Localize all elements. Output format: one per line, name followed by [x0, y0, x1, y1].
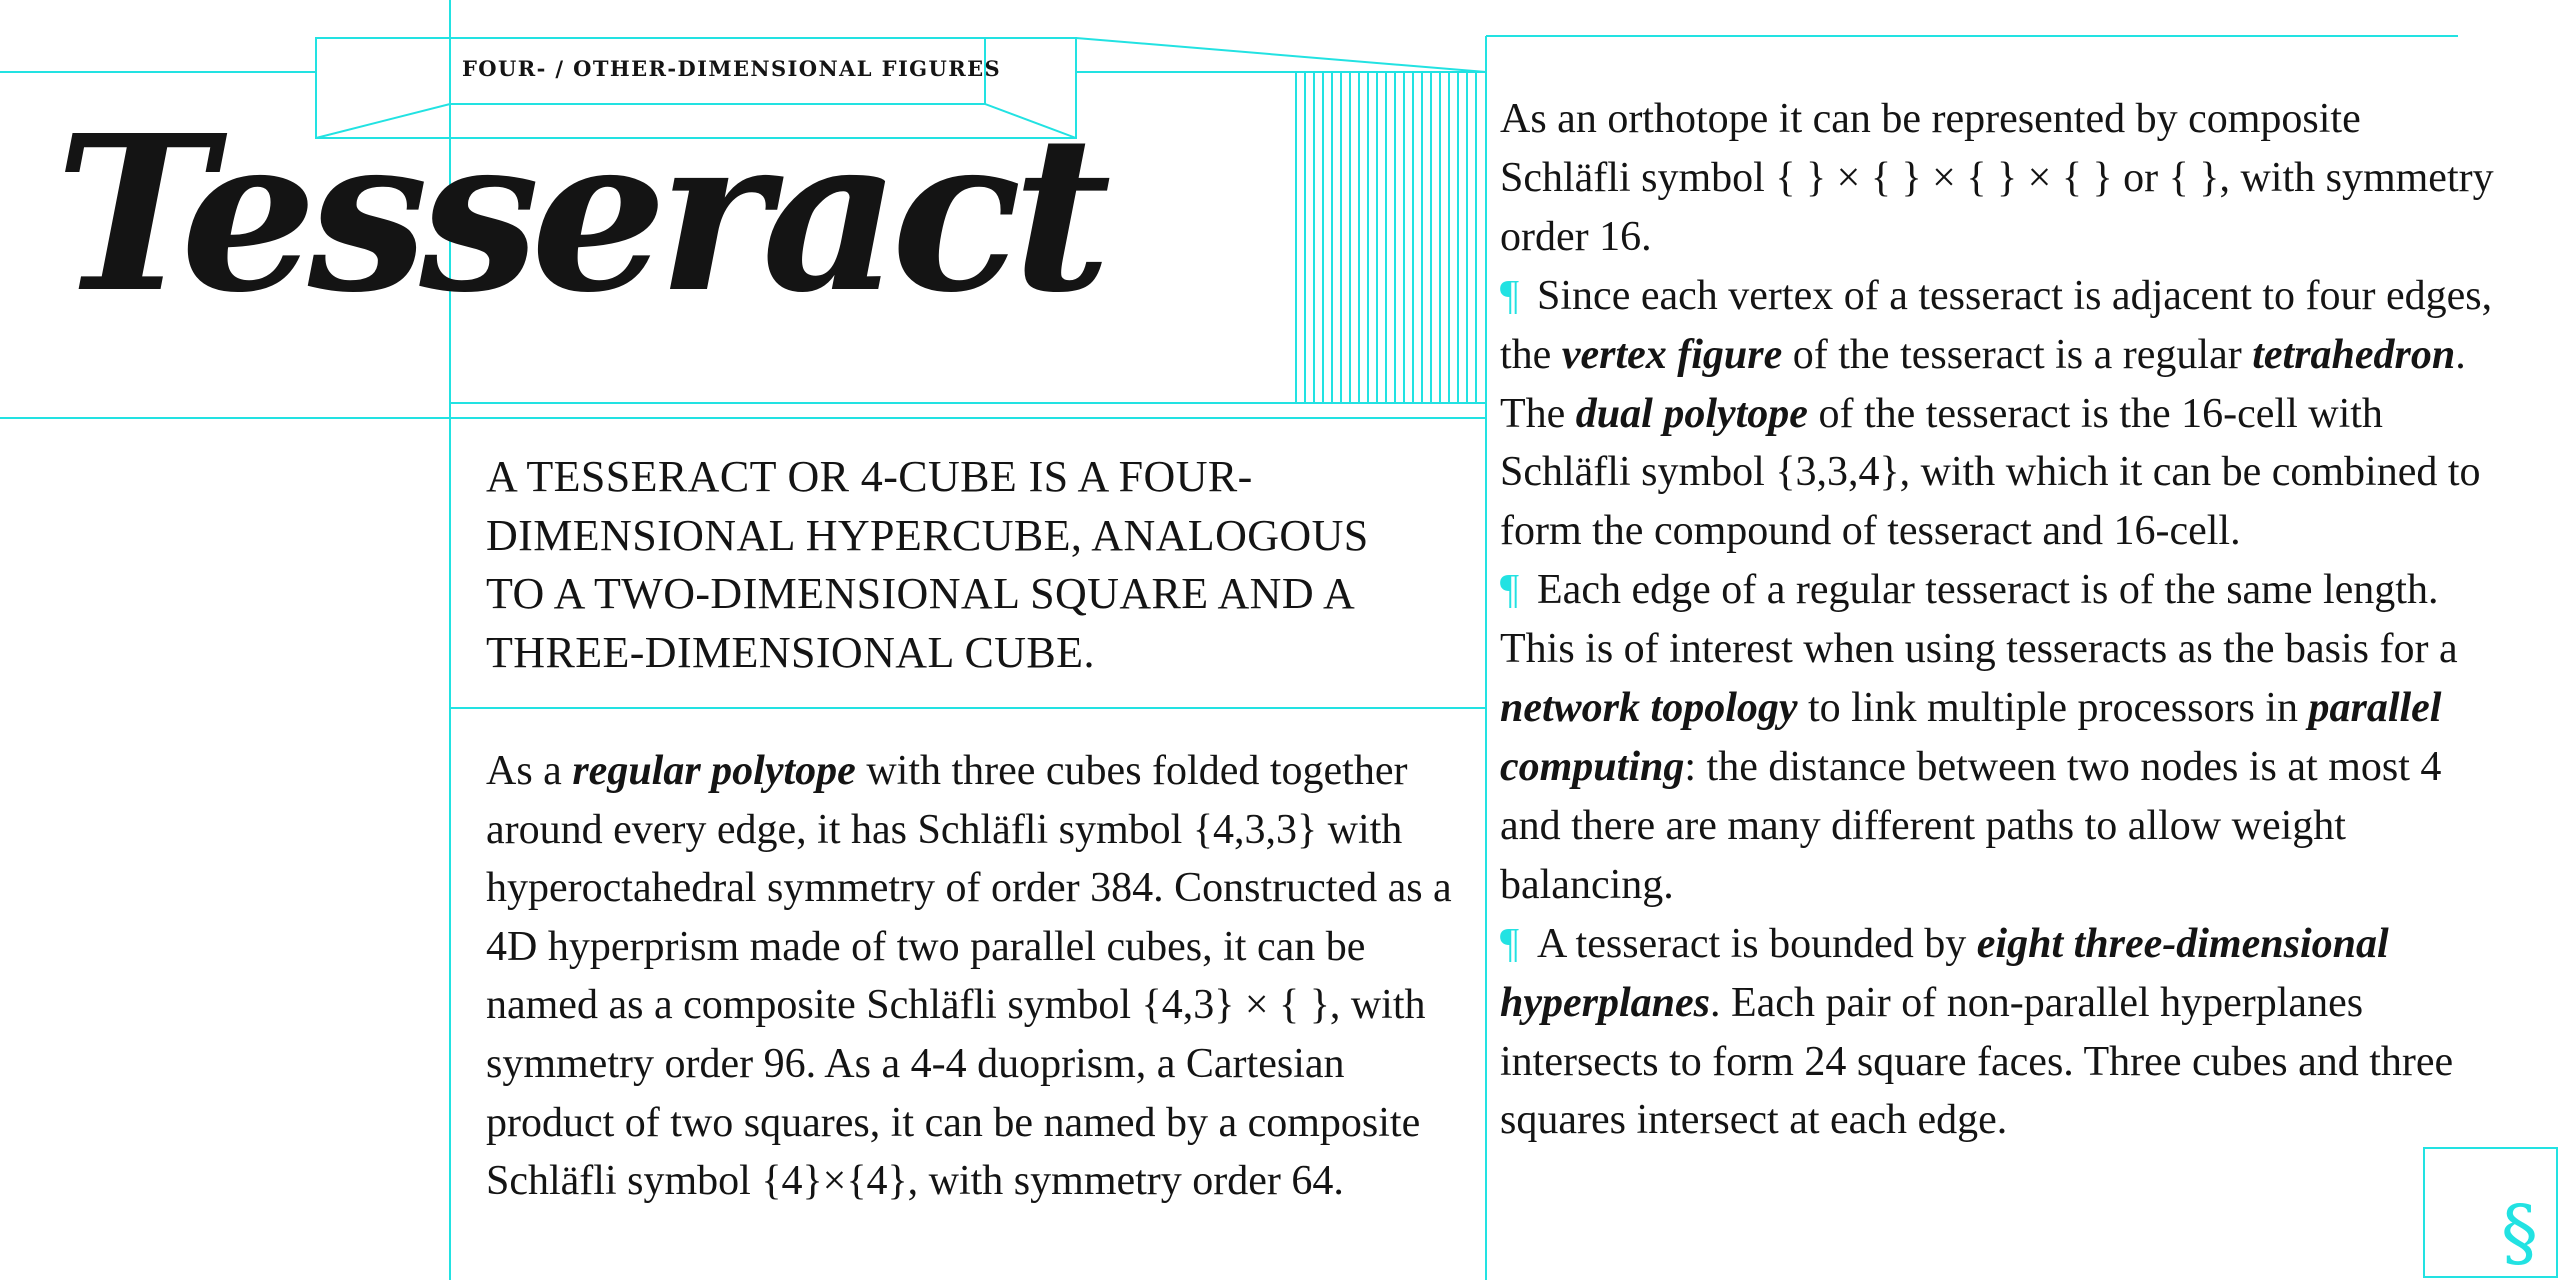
- right-paragraph-1: As an orthotope it can be represented by composite Schläfli symbol { } × { } × { } × { } or { }, with symmetry order 16.: [1500, 96, 2494, 260]
- pilcrow-icon: ¶: [1500, 920, 1520, 967]
- term-dual-polytope: dual polytope: [1575, 390, 1808, 437]
- section-mark-box: [2423, 1147, 2558, 1278]
- term-tetrahedron: tetrahedron: [2252, 331, 2456, 378]
- lede-paragraph: A TESSERACT OR 4-CUBE IS A FOUR-DIMENSIONAL HYPERCUBE, ANALOGOUS TO A TWO-DIMENSIONAL SQUARE AND A THREE-DIMENSIONAL CUBE.: [486, 452, 1369, 677]
- section-kicker: FOUR- / OTHER-DIMENSIONAL FIGURES: [462, 56, 1002, 81]
- left-body-column: [486, 742, 1456, 1211]
- right-paragraph-4: ¶ A tesseract is bounded by eight three-dimensional hyperplanes. Each pair of non-parallel hyperplanes intersects to form 24 square faces. Three cubes and three squares intersect at each edge.: [1500, 920, 2454, 1144]
- pilcrow-icon: ¶: [1500, 567, 1520, 614]
- section-sign-icon: §: [2501, 1190, 2538, 1276]
- right-body-column: [1500, 90, 2500, 1150]
- term-parallel-computing: parallel computing: [1500, 685, 2442, 790]
- right-paragraph-3: ¶ Each edge of a regular tesseract is of the same length. This is of interest when using tesseracts as the basis for a network topology to link multiple processors in parallel computing: the distance between two nodes is at most 4 and there are many different paths to allow weight balancing.: [1500, 567, 2458, 908]
- term-three-dimensional-hyperplanes: eight three-dimensional hyperplanes: [1500, 920, 2389, 1026]
- term-network-topology: network topology: [1500, 685, 1798, 732]
- page-title: Tesseract: [55, 89, 1103, 340]
- right-paragraph-2: ¶ Since each vertex of a tesseract is adjacent to four edges, the vertex figure of the tesseract is a regular tetrahedron. The dual polytope of the tesseract is the 16-cell with Schläfli symbol {3,3,4}, with which it can be combined to form the compound of tesseract and 16-cell.: [1500, 272, 2493, 555]
- term-regular-polytope: regular polytope: [572, 748, 856, 794]
- term-vertex-figure: vertex figure: [1561, 331, 1783, 378]
- pilcrow-icon: ¶: [1500, 272, 1520, 319]
- left-paragraph-1: As a regular polytope with three cubes folded together around every edge, it has Schläfli symbol {4,3,3} with hyperoctahedral symmetry of order 384. Constructed as a 4D hyperprism made of two parallel cubes, it can be named as a composite Schläfli symbol {4,3} × { }, with symmetry order 96. As a 4-4 duoprism, a Cartesian product of two squares, it can be named by a composite Schläfli symbol {4}×{4}, with symmetry order 64.: [486, 748, 1452, 1205]
